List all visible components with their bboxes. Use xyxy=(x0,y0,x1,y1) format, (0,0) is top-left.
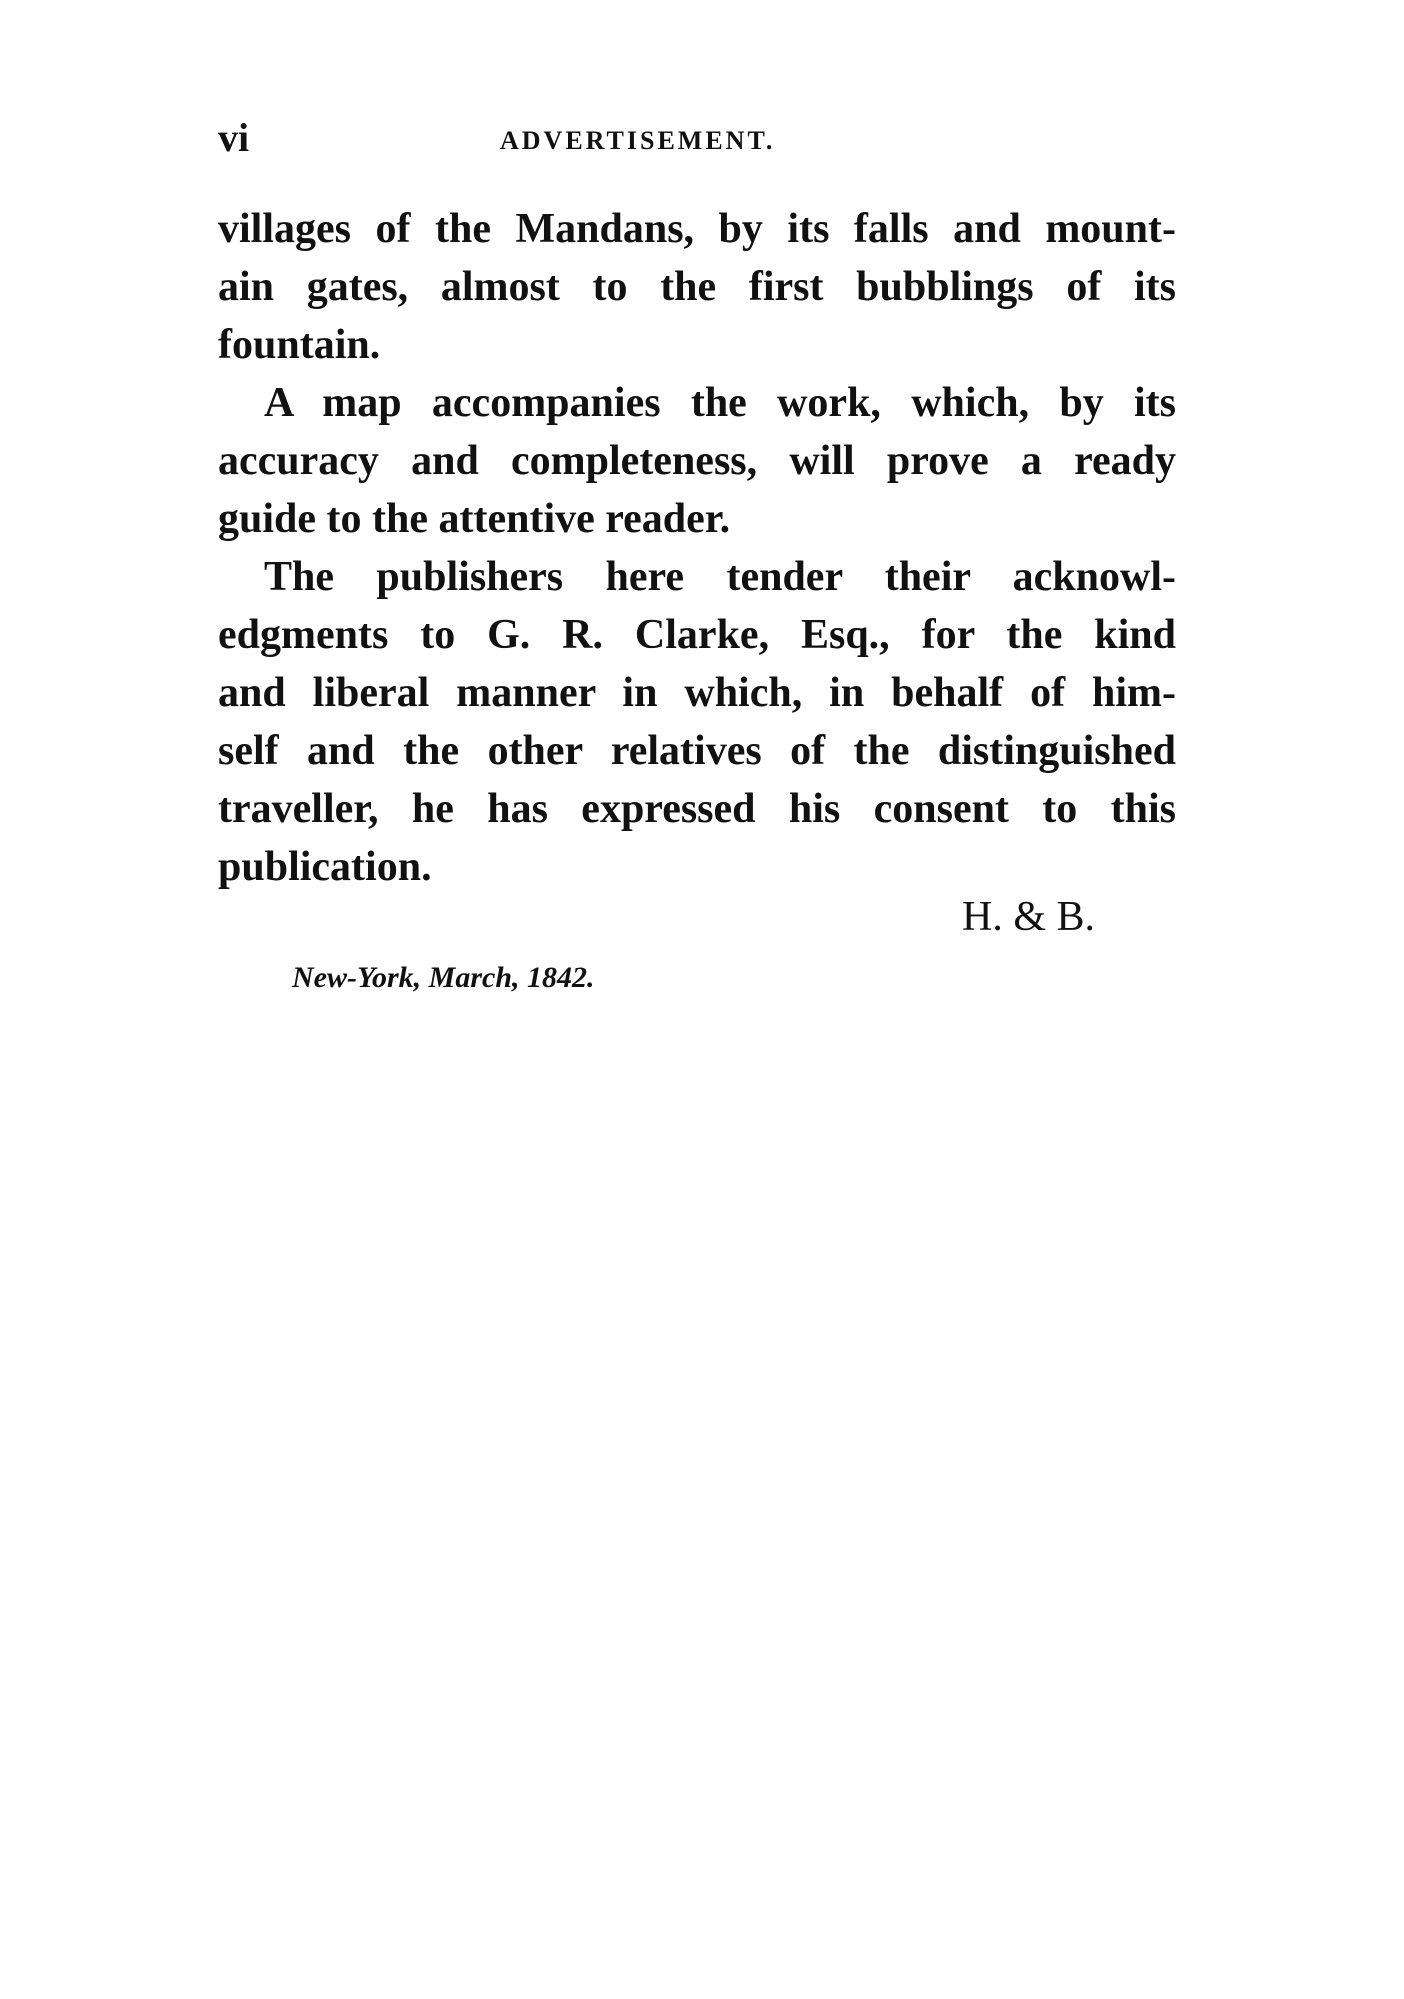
text-line: traveller, he has expressed his consent to this xyxy=(218,786,1176,832)
signature: H. & B. xyxy=(962,894,1096,940)
text-line: guide to the attentive reader. xyxy=(218,496,731,542)
text-line: villages of the Mandans, by its falls and mount- xyxy=(218,206,1176,252)
text-line: fountain. xyxy=(218,322,381,368)
text-line: ain gates, almost to the first bubblings of its xyxy=(218,264,1176,310)
text-line: publication. xyxy=(218,844,432,890)
page-number: vi xyxy=(218,115,250,160)
text-line: self and the other relatives of the distinguished xyxy=(218,728,1176,774)
text-line: edgments to G. R. Clarke, Esq., for the kind xyxy=(218,612,1176,658)
running-head: ADVERTISEMENT. xyxy=(500,126,776,155)
dateline: New-York, March, 1842. xyxy=(292,961,595,994)
text-line: A map accompanies the work, which, by its xyxy=(264,380,1176,426)
body-text xyxy=(218,200,1176,896)
text-line: The publishers here tender their acknowl- xyxy=(264,554,1176,600)
text-line: and liberal manner in which, in behalf of him- xyxy=(218,670,1176,716)
text-line: accuracy and completeness, will prove a ready xyxy=(218,438,1176,484)
